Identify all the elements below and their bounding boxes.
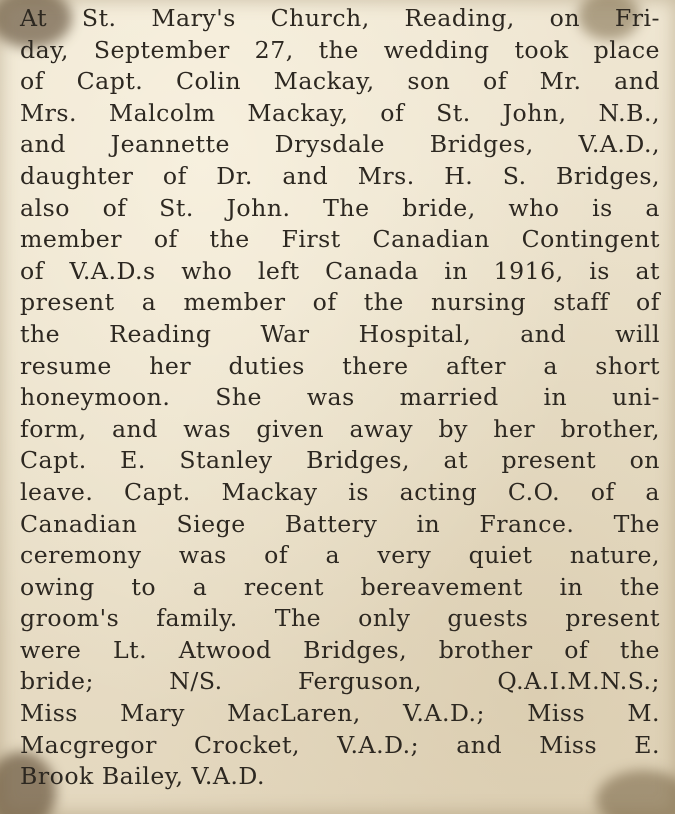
article-line: leave. Capt. Mackay is acting C.O. of a xyxy=(20,477,660,506)
article-line: owing to a recent bereavement in the xyxy=(20,572,660,601)
article-line: the Reading War Hospital, and will xyxy=(20,319,660,348)
article-line: also of St. John. The bride, who is a xyxy=(20,193,660,222)
wedding-announcement-article xyxy=(20,3,660,793)
article-line: resume her duties there after a short xyxy=(20,351,660,380)
article-line: bride; N/S. Ferguson, Q.A.I.M.N.S.; xyxy=(20,667,660,696)
article-line: Miss Mary MacLaren, V.A.D.; Miss M. xyxy=(20,699,660,728)
article-line: were Lt. Atwood Bridges, brother of the xyxy=(20,635,660,664)
article-line: Canadian Siege Battery in France. The xyxy=(20,509,660,538)
article-line: At St. Mary's Church, Reading, on Fri- xyxy=(20,4,660,32)
article-line: honeymoon. She was married in uni- xyxy=(20,383,660,412)
article-line: form, and was given away by her brother, xyxy=(20,414,660,443)
article-line: of V.A.D.s who left Canada in 1916, is at xyxy=(20,256,660,285)
article-line: Mrs. Malcolm Mackay, of St. John, N.B., xyxy=(20,98,660,127)
article-line: day, September 27, the wedding took place xyxy=(20,35,660,64)
article-line: Brook Bailey, V.A.D. xyxy=(20,762,266,791)
article-line: and Jeannette Drysdale Bridges, V.A.D., xyxy=(20,130,660,159)
article-line: groom's family. The only guests present xyxy=(20,604,660,633)
article-line: daughter of Dr. and Mrs. H. S. Bridges, xyxy=(20,161,660,190)
article-line: Capt. E. Stanley Bridges, at present on xyxy=(20,446,660,475)
article-line: ceremony was of a very quiet nature, xyxy=(20,541,660,570)
article-line: Macgregor Crocket, V.A.D.; and Miss E. xyxy=(20,730,660,759)
article-line: member of the First Canadian Contingent xyxy=(20,225,660,254)
article-line: of Capt. Colin Mackay, son of Mr. and xyxy=(20,67,660,96)
article-line: present a member of the nursing staff of xyxy=(20,288,660,317)
